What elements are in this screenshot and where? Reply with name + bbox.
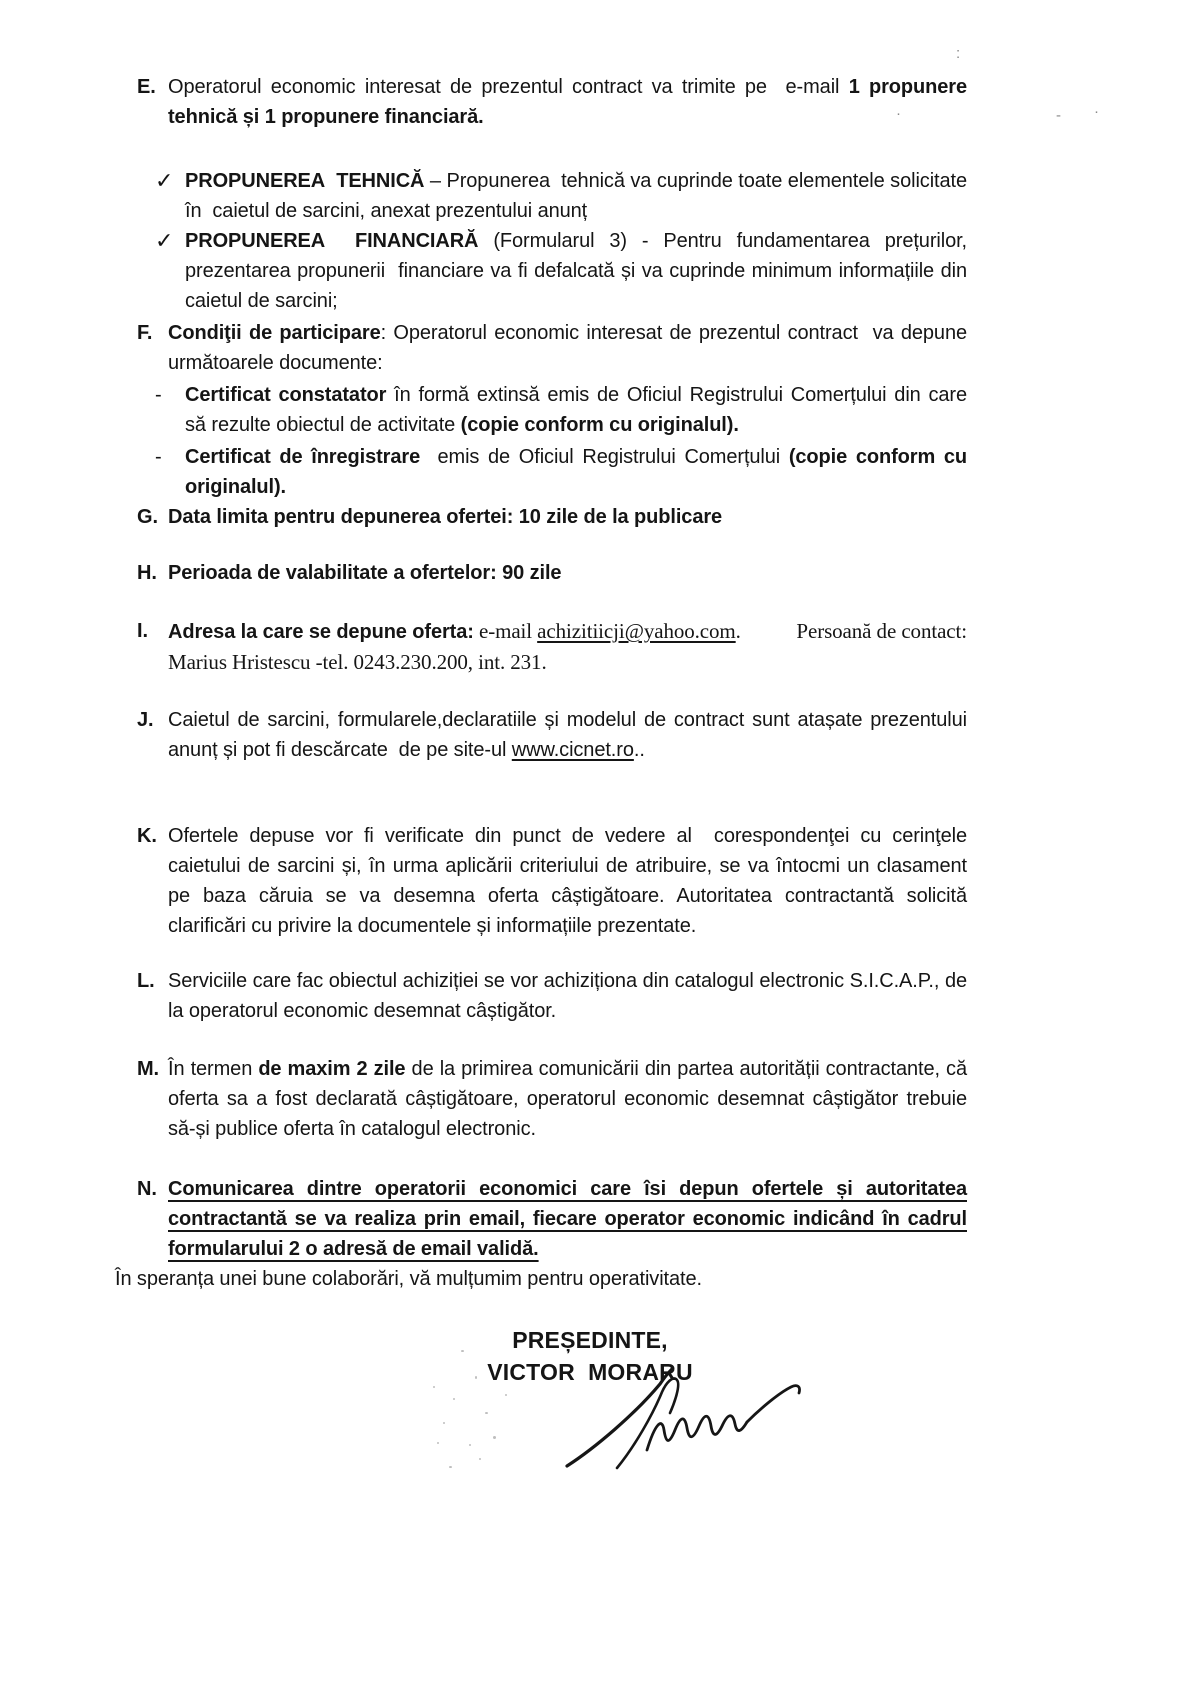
text-run: de la primirea comunicării din partea autorității contractante, că oferta sa a fost declarată câștigătoare, operatorul economic desemnat câștigător trebuie să-și publice oferta în catalogul electronic. xyxy=(168,1058,967,1140)
section-label: E. xyxy=(137,76,156,98)
text-run: achizitiicji@yahoo.com xyxy=(537,619,736,643)
text-run: – Propunerea tehnică va cuprinde toate elementele solicitate în caietul de sarcini, anexat prezentului anunț xyxy=(185,170,967,222)
text-run: Perioada de valabilitate a ofertelor: 90 zile xyxy=(168,562,562,584)
doc-section-e xyxy=(137,72,967,132)
section-label: ✓ xyxy=(155,168,174,193)
scan-speckle xyxy=(469,1444,471,1446)
section-label: - xyxy=(155,384,162,406)
signature-name: VICTOR MORARU xyxy=(487,1359,693,1385)
doc-section-m xyxy=(137,1054,967,1144)
contact-email-group xyxy=(168,616,741,647)
text-run: Certificat constatator xyxy=(185,384,387,406)
section-label: L. xyxy=(137,970,155,992)
text-run: Operatorul economic interesat de prezentul contract va trimite pe e-mail xyxy=(168,76,849,98)
section-label: F. xyxy=(137,322,153,344)
text-run: Caietul de sarcini, formularele,declaratiile și modelul de contract sunt atașate prezentului anunț și pot fi descărcate de pe site-ul xyxy=(168,709,967,761)
closing-line: În speranța unei bune colaborări, vă mulțumim pentru operativitate. xyxy=(115,1268,702,1290)
scan-speckle xyxy=(485,1412,488,1414)
doc-section-cert_inregistrare xyxy=(155,442,967,502)
scan-artifact: · xyxy=(1094,103,1099,120)
text-run: 1 propunere tehnică și 1 propunere financiară. xyxy=(168,76,968,128)
text-run: (Formularul 3) - Pentru fundamentarea prețurilor, prezentarea propunerii financiare va fi defalcată și va cuprinde minimum informațiile din caietul de sarcini; xyxy=(185,230,968,312)
section-label: I. xyxy=(137,620,148,642)
text-run: Condiţii de participare xyxy=(168,322,381,344)
signature-block xyxy=(175,1324,1005,1544)
doc-section-i xyxy=(137,616,967,677)
text-run: PROPUNEREA TEHNICĂ xyxy=(185,170,425,192)
doc-section-cert_constatator xyxy=(155,380,967,440)
text-run: de maxim 2 zile xyxy=(258,1058,406,1080)
doc-section-f xyxy=(137,318,967,378)
signature-title: PREȘEDINTE, xyxy=(512,1327,668,1353)
scan-speckle xyxy=(475,1376,477,1379)
text-run: (copie conform cu originalul). xyxy=(460,414,739,436)
scan-artifact: · xyxy=(896,105,901,122)
text-run: Comunicarea dintre operatorii economici care îsi depun ofertele și autoritatea contractantă se va realiza prin email, fiecare operator economic indicând în cadrul formularului 2 o adresă de email validă. xyxy=(168,1178,967,1260)
doc-section-prop_tehnica xyxy=(155,166,967,226)
doc-section-prop_financiara xyxy=(155,226,967,316)
text-run: e-mail xyxy=(473,619,538,643)
text-run: Certificat de înregistrare xyxy=(185,446,421,468)
section-label: H. xyxy=(137,562,157,584)
scan-speckle xyxy=(443,1422,445,1424)
section-label: K. xyxy=(137,825,157,847)
text-run: Serviciile care fac obiectul achiziției se vor achiziționa din catalogul electronic S.I.C.A.P., de la operatorul economic desemnat câștigător. xyxy=(168,970,967,1022)
doc-section-j xyxy=(137,705,967,765)
text-run: : Operatorul economic interesat de prezentul contract va depune următoarele documente: xyxy=(168,322,967,374)
scan-artifact: - xyxy=(1056,107,1061,124)
text-run: PROPUNEREA FINANCIARĂ xyxy=(185,230,479,252)
document-body xyxy=(115,72,968,1544)
scan-speckle xyxy=(437,1442,439,1444)
section-label: ✓ xyxy=(155,228,174,253)
text-run: .. xyxy=(633,739,645,761)
doc-section-k xyxy=(137,821,967,941)
text-run: În termen xyxy=(168,1058,259,1080)
text-run: Adresa la care se depune oferta: xyxy=(168,621,474,643)
scan-speckle xyxy=(433,1386,435,1388)
section-label: N. xyxy=(137,1178,157,1200)
section-label: G. xyxy=(137,506,158,528)
text-run: . xyxy=(735,619,741,643)
section-label: M. xyxy=(137,1058,160,1080)
section-label: J. xyxy=(137,709,154,731)
contact-phone-line: Marius Hristescu -tel. 0243.230.200, int. 231. xyxy=(168,650,547,674)
text-run: www.cicnet.ro xyxy=(511,739,634,761)
doc-section-n xyxy=(137,1174,967,1264)
scan-speckle xyxy=(461,1350,464,1352)
text-run: Ofertele depuse vor fi verificate din punct de vedere al corespondenţei cu cerinţele caietului de sarcini și, în urma aplicării criteriului de atribuire, se va întocmi un clasament pe baza căruia se va desemna oferta câștigătoare. Autoritatea contractantă solicită clarificări cu privire la documentele și informațiile prezentate. xyxy=(168,825,967,937)
scan-speckle xyxy=(453,1398,455,1400)
text-run: emis de Oficiul Registrului Comerțului xyxy=(420,446,789,468)
section-label: - xyxy=(155,446,162,468)
text-run: Data limita pentru depunerea ofertei: 10 zile de la publicare xyxy=(168,506,723,528)
contact-person-label: Persoană de contact: xyxy=(796,619,967,643)
doc-section-g xyxy=(137,502,967,532)
handwritten-signature xyxy=(563,1360,813,1480)
scan-speckle xyxy=(479,1458,481,1460)
scan-speckle xyxy=(505,1394,507,1396)
scan-speckle xyxy=(449,1466,452,1468)
scan-artifact: : xyxy=(956,45,961,62)
doc-section-h xyxy=(137,558,967,588)
text-run: (copie conform cu originalul). xyxy=(185,446,967,498)
doc-section-l xyxy=(137,966,967,1026)
contact-line xyxy=(168,616,967,647)
text-run: în formă extinsă emis de Oficiul Registrului Comerțului din care să rezulte obiectul de activitate xyxy=(185,384,968,436)
scan-speckle xyxy=(493,1436,496,1439)
